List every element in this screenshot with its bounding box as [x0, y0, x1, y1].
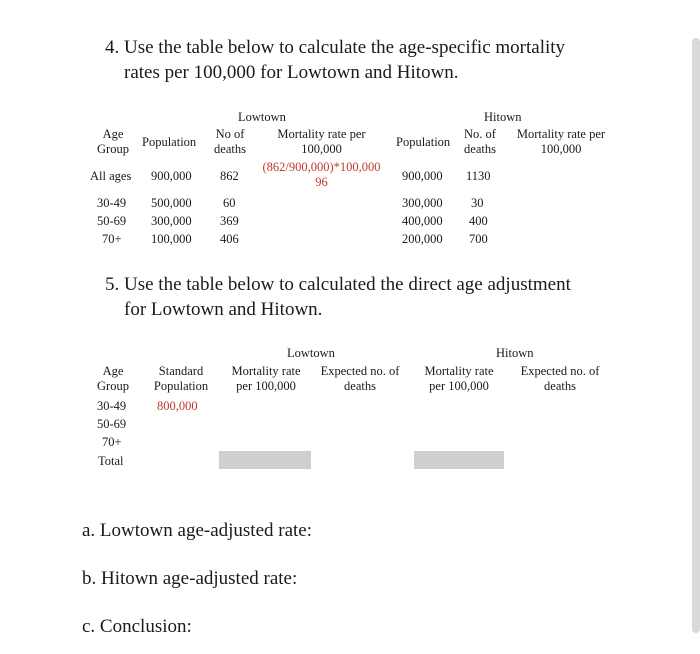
header-hitown-population: Population [396, 135, 451, 149]
row-hitown-deaths: 30 [471, 196, 484, 210]
header-mortality-rate: Mortality rate per 100,000 [277, 127, 366, 156]
part-a-lowtown-rate: a. Lowtown age-adjusted rate: [82, 520, 313, 541]
row-deaths: 369 [220, 214, 239, 228]
row-population: 100,000 [151, 232, 192, 246]
row-age: 50-69 [97, 214, 127, 228]
header-expected-deaths: Expected no. of deaths [320, 364, 400, 393]
header-hitown-mortality-rate: Mortality rate per 100,000 [516, 127, 606, 156]
row-hitown-deaths: 400 [469, 214, 488, 228]
row-population: 300,000 [151, 214, 192, 228]
row-population: 500,000 [151, 196, 192, 210]
row-age: All ages [90, 169, 132, 183]
row-age-70-plus: 70+ [102, 435, 122, 449]
lowtown-total-shaded-cell [219, 451, 311, 469]
row-age: 70+ [102, 232, 122, 246]
row-age-30-49: 30-49 [97, 399, 127, 413]
row-hitown-deaths: 700 [469, 232, 488, 246]
header-age-group: Age Group [97, 364, 129, 393]
row-hitown-population: 900,000 [402, 169, 443, 183]
part-c-conclusion: c. Conclusion: [82, 616, 192, 637]
row-age: 30-49 [97, 196, 127, 210]
header-hitown-no-of-deaths: No. of deaths [464, 127, 496, 156]
row-hitown-population: 400,000 [402, 214, 443, 228]
header-hitown-mortality-rate: Mortality rate per 100,000 [424, 364, 494, 393]
hitown-group-label: Hitown [496, 346, 534, 360]
question-4-line-2: rates per 100,000 for Lowtown and Hitown. [124, 62, 459, 83]
lowtown-group-label: Lowtown [238, 110, 286, 124]
row-hitown-population: 200,000 [402, 232, 443, 246]
header-age-group: Age Group [97, 127, 129, 156]
row-total: Total [98, 454, 124, 468]
row-deaths: 862 [220, 169, 239, 183]
row-hitown-population: 300,000 [402, 196, 443, 210]
lowtown-group-label: Lowtown [287, 346, 335, 360]
question-5-line-2: for Lowtown and Hitown. [124, 299, 323, 320]
hitown-group-label: Hitown [484, 110, 522, 124]
row-standard-population: 800,000 [157, 399, 198, 413]
row-mortality-rate: (862/900,000)*100,000 96 [262, 160, 381, 189]
header-mortality-rate: Mortality rate per 100,000 [231, 364, 301, 393]
question-5-line-1: 5. Use the table below to calculated the direct age adjustment [105, 274, 571, 295]
header-no-of-deaths: No of deaths [214, 127, 246, 156]
question-4-line-1: 4. Use the table below to calculate the age-specific mortality [105, 37, 566, 58]
header-standard-population: Standard Population [153, 364, 209, 393]
header-hitown-expected-deaths: Expected no. of deaths [520, 364, 600, 393]
header-population: Population [142, 135, 197, 149]
row-deaths: 60 [223, 196, 236, 210]
hitown-total-shaded-cell [414, 451, 504, 469]
row-age-50-69: 50-69 [97, 417, 127, 431]
row-hitown-deaths: 1130 [466, 169, 491, 183]
part-b-hitown-rate: b. Hitown age-adjusted rate: [82, 568, 298, 589]
row-deaths: 406 [220, 232, 239, 246]
vertical-scrollbar[interactable] [692, 38, 700, 633]
row-population: 900,000 [151, 169, 192, 183]
